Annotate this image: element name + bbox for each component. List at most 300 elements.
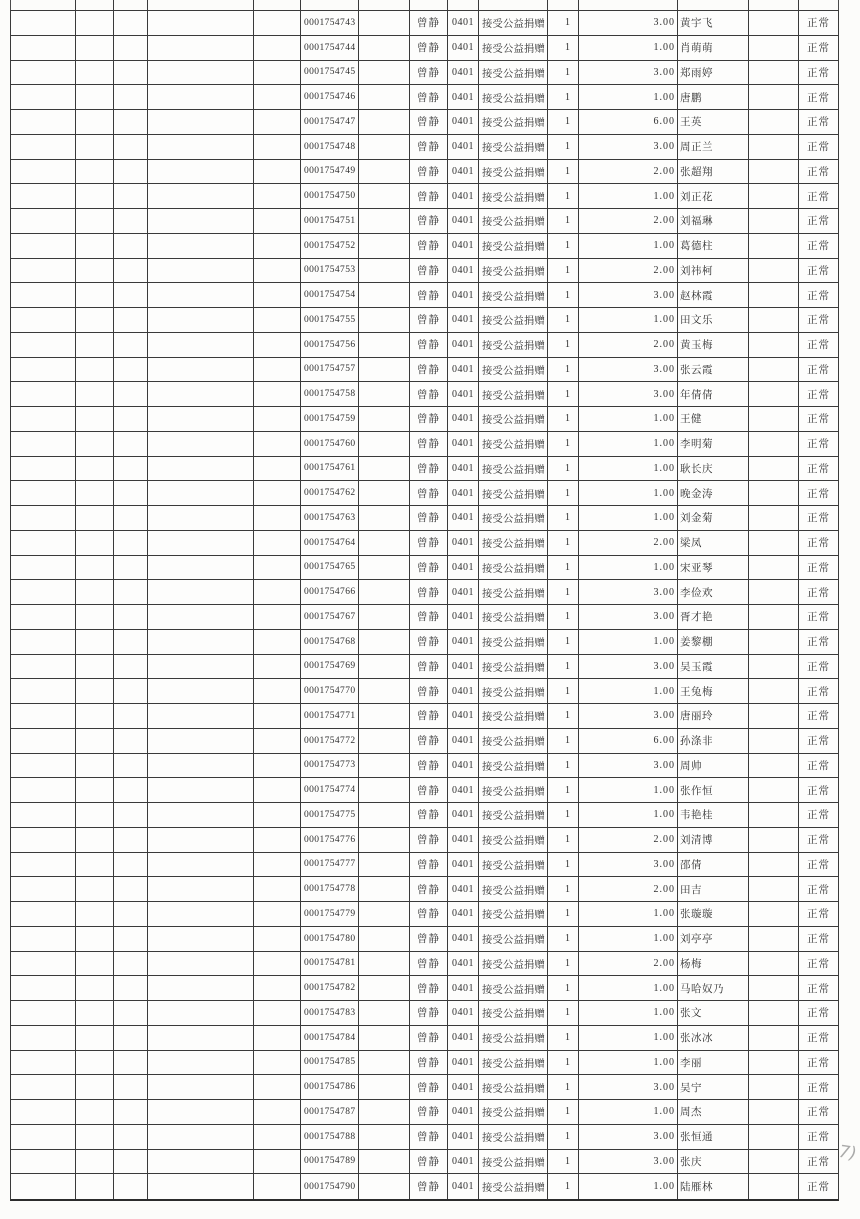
cell-blank [11, 61, 76, 85]
table-row [11, 605, 838, 630]
cell-qty: 1 [548, 160, 579, 184]
cell-blank [359, 506, 410, 530]
cell-amount: 1.00 [579, 432, 678, 456]
cell-blank [114, 1174, 148, 1199]
cell-blank [76, 1174, 114, 1199]
table-row [11, 135, 838, 160]
table-row [11, 85, 838, 110]
cell-status: 正常 [807, 983, 830, 995]
cell-blank [749, 927, 799, 951]
cell-blank [359, 160, 410, 184]
table-row [11, 531, 838, 556]
cell-name: 吴宁 [678, 1075, 749, 1099]
cell-blank [11, 209, 76, 233]
cell-name: 王健 [678, 407, 749, 431]
cell-blank [254, 927, 301, 951]
cell-blank [11, 778, 76, 802]
cell-blank [749, 1100, 799, 1124]
cell-blank [76, 11, 114, 35]
cell-name: 李丽 [678, 1051, 749, 1075]
cell-blank [254, 853, 301, 877]
cell-qty: 1 [548, 1001, 579, 1025]
table-row [11, 556, 838, 581]
cell-blank [148, 382, 254, 406]
cell-blank [11, 184, 76, 208]
cell-status: 正常 [807, 1082, 830, 1094]
cell-blank [148, 283, 254, 307]
cell-id: 0001754789 [301, 1150, 359, 1174]
cell-blank [148, 902, 254, 926]
cell-code: 0401 [448, 1174, 479, 1199]
table-row [11, 803, 838, 828]
cell-amount: 1.00 [579, 1100, 678, 1124]
cell-blank [76, 803, 114, 827]
cell-amount: 1.00 [579, 927, 678, 951]
cell-blank [148, 679, 254, 703]
cell-operator: 曾静 [410, 234, 448, 258]
cell-blank [359, 679, 410, 703]
cell-code: 0401 [448, 184, 479, 208]
cell-blank [148, 432, 254, 456]
cell-code: 0401 [448, 952, 479, 976]
cell-qty: 1 [548, 1051, 579, 1075]
cell-code: 0401 [448, 630, 479, 654]
cell-blank [359, 333, 410, 357]
cell-blank [148, 358, 254, 382]
cell-blank [148, 36, 254, 60]
cell-blank [114, 259, 148, 283]
cell-type: 接受公益捐赠 [479, 11, 548, 35]
cell-status: 正常 [807, 612, 830, 624]
cell-blank [76, 308, 114, 332]
cell-code: 0401 [448, 1026, 479, 1050]
cell-amount: 1.00 [579, 85, 678, 109]
cell-blank [76, 234, 114, 258]
cell-amount: 3.00 [579, 853, 678, 877]
cell-blank [11, 308, 76, 332]
cell-qty: 1 [548, 234, 579, 258]
cell-amount: 1.00 [579, 36, 678, 60]
cell-status: 正常 [807, 364, 830, 376]
cell-name: 胥才艳 [678, 605, 749, 629]
cell-code: 0401 [448, 506, 479, 530]
cell-operator: 曾静 [410, 877, 448, 901]
cell-code: 0401 [448, 1075, 479, 1099]
cell-blank [76, 110, 114, 134]
cell-id: 0001754787 [301, 1100, 359, 1124]
table-row [11, 704, 838, 729]
cell-name: 唐鹏 [678, 85, 749, 109]
cell-code: 0401 [448, 1125, 479, 1149]
table-row [11, 729, 838, 754]
cell-qty: 1 [548, 333, 579, 357]
cell-type: 接受公益捐赠 [479, 457, 548, 481]
table-row [11, 853, 838, 878]
cell-operator: 曾静 [410, 358, 448, 382]
cell-id: 0001754744 [301, 36, 359, 60]
cell-blank [148, 457, 254, 481]
handwritten-pencil-mark: 7) [837, 1141, 858, 1165]
cell-blank [76, 754, 114, 778]
cell-blank [11, 976, 76, 1000]
cell-amount: 2.00 [579, 209, 678, 233]
cell-blank [359, 358, 410, 382]
cell-status: 正常 [807, 1008, 830, 1020]
cell-name: 王兔梅 [678, 679, 749, 703]
cell-amount: 2.00 [579, 531, 678, 555]
table-row [11, 1001, 838, 1026]
cell-blank [359, 135, 410, 159]
cell-qty: 1 [548, 828, 579, 852]
cell-blank [254, 481, 301, 505]
cell-operator: 曾静 [410, 853, 448, 877]
cell-blank [359, 209, 410, 233]
cell-operator: 曾静 [410, 259, 448, 283]
cell-blank [254, 85, 301, 109]
cell-blank [749, 1051, 799, 1075]
cell-amount: 3.00 [579, 382, 678, 406]
table-row [11, 506, 838, 531]
cell-status: 正常 [807, 785, 830, 797]
table-row [11, 1051, 838, 1076]
cell-blank [749, 135, 799, 159]
cell-blank [359, 1150, 410, 1174]
cell-blank [114, 828, 148, 852]
cell-blank [359, 457, 410, 481]
cell-blank [359, 877, 410, 901]
cell-blank [114, 1075, 148, 1099]
cell-blank [148, 1075, 254, 1099]
cell-operator: 曾静 [410, 184, 448, 208]
cell-amount: 3.00 [579, 1150, 678, 1174]
cell-name: 孙涤非 [678, 729, 749, 753]
cell-qty: 1 [548, 778, 579, 802]
table-row [11, 457, 838, 482]
cell-blank [11, 828, 76, 852]
cell-status: 正常 [807, 488, 830, 500]
cell-qty: 1 [548, 853, 579, 877]
cell-blank [114, 209, 148, 233]
cell-operator: 曾静 [410, 754, 448, 778]
cell-operator: 曾静 [410, 382, 448, 406]
table-row [11, 927, 838, 952]
cell-amount: 2.00 [579, 333, 678, 357]
cell-id: 0001754754 [301, 283, 359, 307]
cell-code: 0401 [448, 828, 479, 852]
cell-blank [749, 1125, 799, 1149]
cell-status: 正常 [807, 117, 830, 129]
cell-blank [114, 853, 148, 877]
table-row [11, 407, 838, 432]
cell-blank [359, 1026, 410, 1050]
cell-code: 0401 [448, 976, 479, 1000]
cell-status: 正常 [807, 711, 830, 723]
cell-code: 0401 [448, 308, 479, 332]
cell-blank [359, 729, 410, 753]
cell-blank [148, 160, 254, 184]
cell-name: 刘亭亭 [678, 927, 749, 951]
cell-blank [148, 556, 254, 580]
cell-blank [148, 655, 254, 679]
stub-cell [254, 0, 301, 10]
cell-blank [254, 1150, 301, 1174]
cell-name: 张云霞 [678, 358, 749, 382]
cell-amount: 1.00 [579, 234, 678, 258]
cell-blank [11, 1075, 76, 1099]
cell-blank [11, 1100, 76, 1124]
cell-blank [76, 605, 114, 629]
cell-amount: 1.00 [579, 556, 678, 580]
cell-id: 0001754759 [301, 407, 359, 431]
cell-blank [11, 407, 76, 431]
cell-id: 0001754779 [301, 902, 359, 926]
cell-amount: 1.00 [579, 630, 678, 654]
cell-name: 梁凤 [678, 531, 749, 555]
cell-blank [749, 976, 799, 1000]
cell-blank [749, 160, 799, 184]
cell-blank [359, 927, 410, 951]
cell-operator: 曾静 [410, 209, 448, 233]
cell-amount: 2.00 [579, 160, 678, 184]
cell-qty: 1 [548, 605, 579, 629]
cell-blank [11, 927, 76, 951]
cell-type: 接受公益捐赠 [479, 1075, 548, 1099]
cell-blank [749, 952, 799, 976]
cell-blank [76, 481, 114, 505]
table-continuation-stub [10, 0, 839, 10]
cell-operator: 曾静 [410, 407, 448, 431]
cell-operator: 曾静 [410, 36, 448, 60]
cell-operator: 曾静 [410, 308, 448, 332]
cell-status: 正常 [807, 92, 830, 104]
cell-id: 0001754745 [301, 61, 359, 85]
cell-blank [148, 1174, 254, 1199]
cell-type: 接受公益捐赠 [479, 85, 548, 109]
cell-blank [254, 556, 301, 580]
cell-id: 0001754746 [301, 85, 359, 109]
cell-type: 接受公益捐赠 [479, 1051, 548, 1075]
cell-blank [749, 407, 799, 431]
cell-status: 正常 [807, 241, 830, 253]
table-row [11, 358, 838, 383]
cell-status: 正常 [807, 43, 830, 55]
cell-operator: 曾静 [410, 1051, 448, 1075]
cell-blank [254, 531, 301, 555]
cell-operator: 曾静 [410, 1174, 448, 1199]
cell-status: 正常 [807, 1107, 830, 1119]
cell-blank [76, 952, 114, 976]
cell-amount: 1.00 [579, 1174, 678, 1199]
cell-status: 正常 [807, 661, 830, 673]
cell-blank [76, 679, 114, 703]
cell-blank [114, 234, 148, 258]
cell-operator: 曾静 [410, 828, 448, 852]
cell-blank [148, 580, 254, 604]
cell-blank [254, 382, 301, 406]
cell-id: 0001754771 [301, 704, 359, 728]
cell-qty: 1 [548, 556, 579, 580]
cell-name: 杨梅 [678, 952, 749, 976]
cell-blank [114, 110, 148, 134]
cell-qty: 1 [548, 308, 579, 332]
cell-type: 接受公益捐赠 [479, 283, 548, 307]
table-row [11, 382, 838, 407]
stub-cell [76, 0, 114, 10]
cell-code: 0401 [448, 778, 479, 802]
cell-status: 正常 [807, 810, 830, 822]
cell-blank [114, 407, 148, 431]
cell-blank [749, 778, 799, 802]
cell-qty: 1 [548, 358, 579, 382]
cell-qty: 1 [548, 531, 579, 555]
table-row [11, 1174, 838, 1199]
cell-blank [359, 1075, 410, 1099]
cell-blank [254, 803, 301, 827]
cell-name: 肖萌萌 [678, 36, 749, 60]
cell-operator: 曾静 [410, 778, 448, 802]
cell-blank [749, 11, 799, 35]
cell-blank [749, 1150, 799, 1174]
cell-blank [148, 729, 254, 753]
cell-qty: 1 [548, 110, 579, 134]
table-row [11, 679, 838, 704]
cell-id: 0001754767 [301, 605, 359, 629]
stub-cell [301, 0, 359, 10]
cell-type: 接受公益捐赠 [479, 1026, 548, 1050]
table-row [11, 283, 838, 308]
cell-name: 李俭欢 [678, 580, 749, 604]
cell-blank [76, 531, 114, 555]
cell-operator: 曾静 [410, 605, 448, 629]
cell-blank [114, 432, 148, 456]
cell-blank [114, 679, 148, 703]
cell-status: 正常 [807, 463, 830, 475]
cell-operator: 曾静 [410, 729, 448, 753]
cell-operator: 曾静 [410, 927, 448, 951]
cell-blank [359, 778, 410, 802]
cell-blank [114, 382, 148, 406]
cell-code: 0401 [448, 556, 479, 580]
stub-cell [11, 0, 76, 10]
cell-id: 0001754766 [301, 580, 359, 604]
cell-type: 接受公益捐赠 [479, 580, 548, 604]
cell-blank [76, 36, 114, 60]
cell-blank [749, 506, 799, 530]
cell-blank [11, 754, 76, 778]
cell-blank [76, 853, 114, 877]
cell-id: 0001754757 [301, 358, 359, 382]
cell-type: 接受公益捐赠 [479, 184, 548, 208]
cell-blank [11, 580, 76, 604]
cell-blank [114, 61, 148, 85]
cell-blank [148, 110, 254, 134]
cell-code: 0401 [448, 580, 479, 604]
cell-blank [359, 952, 410, 976]
cell-code: 0401 [448, 358, 479, 382]
cell-name: 马哈奴乃 [678, 976, 749, 1000]
cell-blank [114, 1150, 148, 1174]
cell-code: 0401 [448, 407, 479, 431]
cell-amount: 3.00 [579, 1125, 678, 1149]
cell-amount: 2.00 [579, 259, 678, 283]
cell-name: 陆雁林 [678, 1174, 749, 1199]
cell-blank [76, 1051, 114, 1075]
cell-blank [76, 556, 114, 580]
cell-blank [11, 110, 76, 134]
cell-name: 赵林霞 [678, 283, 749, 307]
cell-blank [359, 828, 410, 852]
cell-code: 0401 [448, 481, 479, 505]
cell-blank [359, 1174, 410, 1199]
cell-blank [148, 209, 254, 233]
cell-status: 正常 [807, 166, 830, 178]
cell-blank [359, 605, 410, 629]
cell-blank [76, 778, 114, 802]
cell-amount: 1.00 [579, 457, 678, 481]
cell-operator: 曾静 [410, 1100, 448, 1124]
cell-name: 邵倩 [678, 853, 749, 877]
cell-type: 接受公益捐赠 [479, 432, 548, 456]
cell-operator: 曾静 [410, 457, 448, 481]
cell-name: 周杰 [678, 1100, 749, 1124]
cell-blank [11, 1150, 76, 1174]
cell-blank [254, 358, 301, 382]
cell-status: 正常 [807, 934, 830, 946]
cell-qty: 1 [548, 1174, 579, 1199]
cell-blank [254, 902, 301, 926]
cell-operator: 曾静 [410, 283, 448, 307]
cell-status: 正常 [807, 637, 830, 649]
cell-id: 0001754753 [301, 259, 359, 283]
cell-blank [76, 358, 114, 382]
cell-blank [148, 481, 254, 505]
cell-blank [254, 1125, 301, 1149]
cell-operator: 曾静 [410, 1125, 448, 1149]
table-row [11, 11, 838, 36]
cell-operator: 曾静 [410, 135, 448, 159]
cell-blank [359, 407, 410, 431]
cell-id: 0001754748 [301, 135, 359, 159]
cell-type: 接受公益捐赠 [479, 358, 548, 382]
cell-blank [148, 704, 254, 728]
cell-type: 接受公益捐赠 [479, 704, 548, 728]
cell-blank [114, 333, 148, 357]
cell-blank [148, 135, 254, 159]
cell-blank [254, 160, 301, 184]
cell-blank [359, 11, 410, 35]
cell-id: 0001754769 [301, 655, 359, 679]
cell-code: 0401 [448, 283, 479, 307]
cell-type: 接受公益捐赠 [479, 36, 548, 60]
cell-id: 0001754752 [301, 234, 359, 258]
cell-code: 0401 [448, 36, 479, 60]
cell-blank [148, 1150, 254, 1174]
cell-name: 刘祎柯 [678, 259, 749, 283]
cell-blank [254, 110, 301, 134]
cell-code: 0401 [448, 877, 479, 901]
cell-status: 正常 [807, 439, 830, 451]
table-row [11, 209, 838, 234]
cell-qty: 1 [548, 704, 579, 728]
cell-blank [76, 902, 114, 926]
cell-blank [359, 481, 410, 505]
cell-blank [11, 382, 76, 406]
cell-blank [749, 333, 799, 357]
table-row [11, 481, 838, 506]
cell-blank [749, 234, 799, 258]
cell-status: 正常 [807, 265, 830, 277]
cell-qty: 1 [548, 630, 579, 654]
